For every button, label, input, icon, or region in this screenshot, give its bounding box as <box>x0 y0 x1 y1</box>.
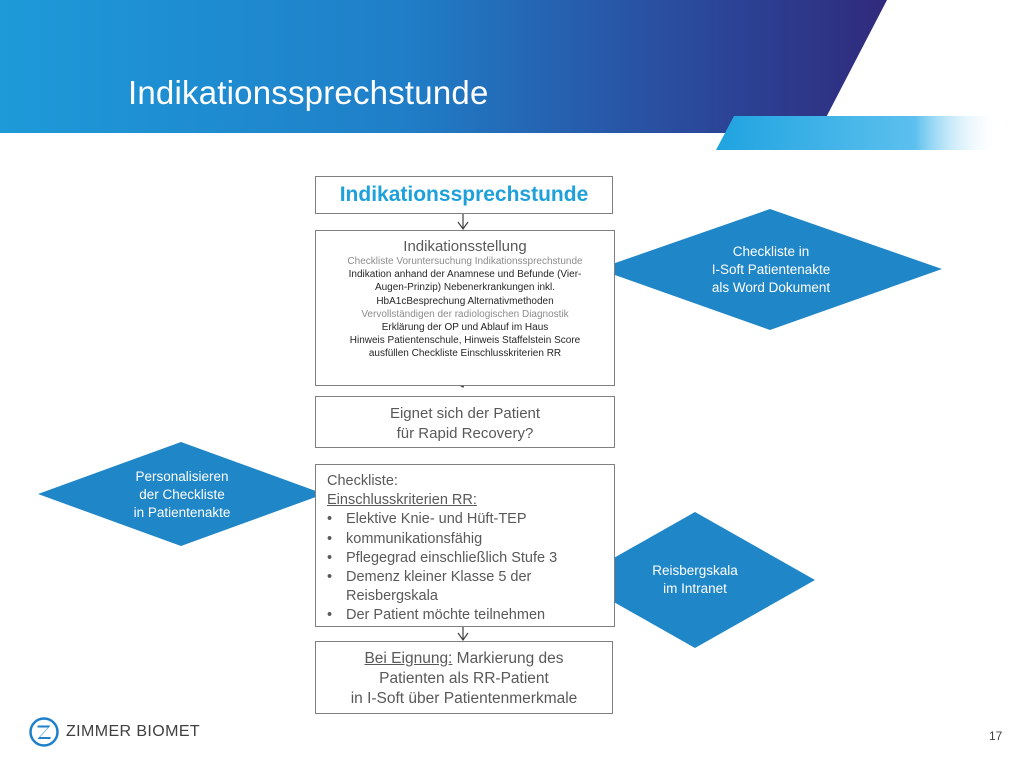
checklist-content <box>327 472 566 626</box>
diamond-line: Reisbergskala <box>652 563 738 578</box>
criteria-item <box>327 568 566 606</box>
indication-line: Checkliste Voruntersuchung Indikationssprechstunde <box>347 256 583 267</box>
checklist-label: Checkliste: <box>327 473 398 489</box>
diamond-line: I-Soft Patientenakte <box>711 262 831 277</box>
criteria-item <box>327 510 566 529</box>
criteria-label: Einschlusskriterien RR: <box>327 492 477 509</box>
criteria-item-text: Der Patient möchte teilnehmen <box>346 607 546 624</box>
suitability-question <box>316 404 614 444</box>
indication-line: ausfüllen Checkliste Einschlusskriterien RR <box>368 348 562 360</box>
criteria-item-text: Pflegegrad einschließlich Stufe 3 <box>346 549 558 566</box>
page-number: 17 <box>989 729 1003 743</box>
bullet: • <box>327 607 333 624</box>
diamond-right-top-label <box>681 243 861 297</box>
arrow-checklist-to-marking <box>458 627 468 640</box>
criteria-list <box>327 510 566 625</box>
checklist-box <box>315 464 615 627</box>
marking-line: Patienten als RR-Patient <box>379 670 549 687</box>
suitability-line: Eignet sich der Patient <box>389 405 541 422</box>
diamond-line: in Patientenakte <box>133 505 231 520</box>
suitability-question-box <box>315 396 615 448</box>
brand-name: ZIMMER BIOMET <box>66 723 201 740</box>
diamond-line: als Word Dokument <box>711 280 831 295</box>
indication-line: Augen-Prinzip) Nebenerkrankungen inkl. <box>374 282 556 294</box>
marking-text <box>316 649 612 709</box>
indication-line: HbA1cBesprechung Alternativmethoden <box>376 295 554 307</box>
bullet: • <box>327 530 333 547</box>
flow-title: Indikationssprechstunde <box>339 183 589 206</box>
arrow-title-to-indication <box>458 214 468 229</box>
indication-line: Erklärung der OP und Ablauf im Haus <box>381 322 549 334</box>
zimmer-biomet-logo-icon <box>29 717 59 747</box>
bullet: • <box>327 549 333 566</box>
indication-line: Vervollständigen der radiologischen Diagnostik <box>361 308 569 320</box>
bullet: • <box>327 569 333 586</box>
criteria-item-text: kommunikationsfähig <box>346 530 483 547</box>
criteria-item-text: Demenz kleiner Klasse 5 der Reisbergskala <box>346 569 532 605</box>
diamond-line: im Intranet <box>663 581 727 596</box>
page-title: Indikationssprechstunde <box>128 74 489 111</box>
diamond-line: Personalisieren <box>135 469 229 484</box>
marking-box <box>315 641 613 714</box>
criteria-item <box>327 530 566 549</box>
indication-line: Hinweis Patientenschule, Hinweis Staffelstein Score <box>349 335 581 347</box>
criteria-item <box>327 606 566 625</box>
marking-emphasis: Bei Eignung: <box>364 650 453 667</box>
suitability-line: für Rapid Recovery? <box>396 425 534 442</box>
flow-title-box <box>315 176 613 214</box>
criteria-item <box>327 549 566 568</box>
diamond-right-bottom-label <box>605 562 785 598</box>
marking-line: Markierung des <box>452 650 564 667</box>
indication-heading: Indikationsstellung <box>403 238 527 255</box>
indication-line: Indikation anhand der Anamnese und Befunde (Vier- <box>348 269 582 281</box>
indication-box <box>315 230 615 386</box>
diamond-line: Checkliste in <box>732 244 810 259</box>
bullet: • <box>327 511 333 528</box>
marking-line: in I-Soft über Patientenmerkmale <box>350 690 578 707</box>
criteria-item-text: Elektive Knie- und Hüft-TEP <box>346 511 527 528</box>
diamond-left-label <box>92 468 272 522</box>
diamond-line: der Checkliste <box>139 487 225 502</box>
